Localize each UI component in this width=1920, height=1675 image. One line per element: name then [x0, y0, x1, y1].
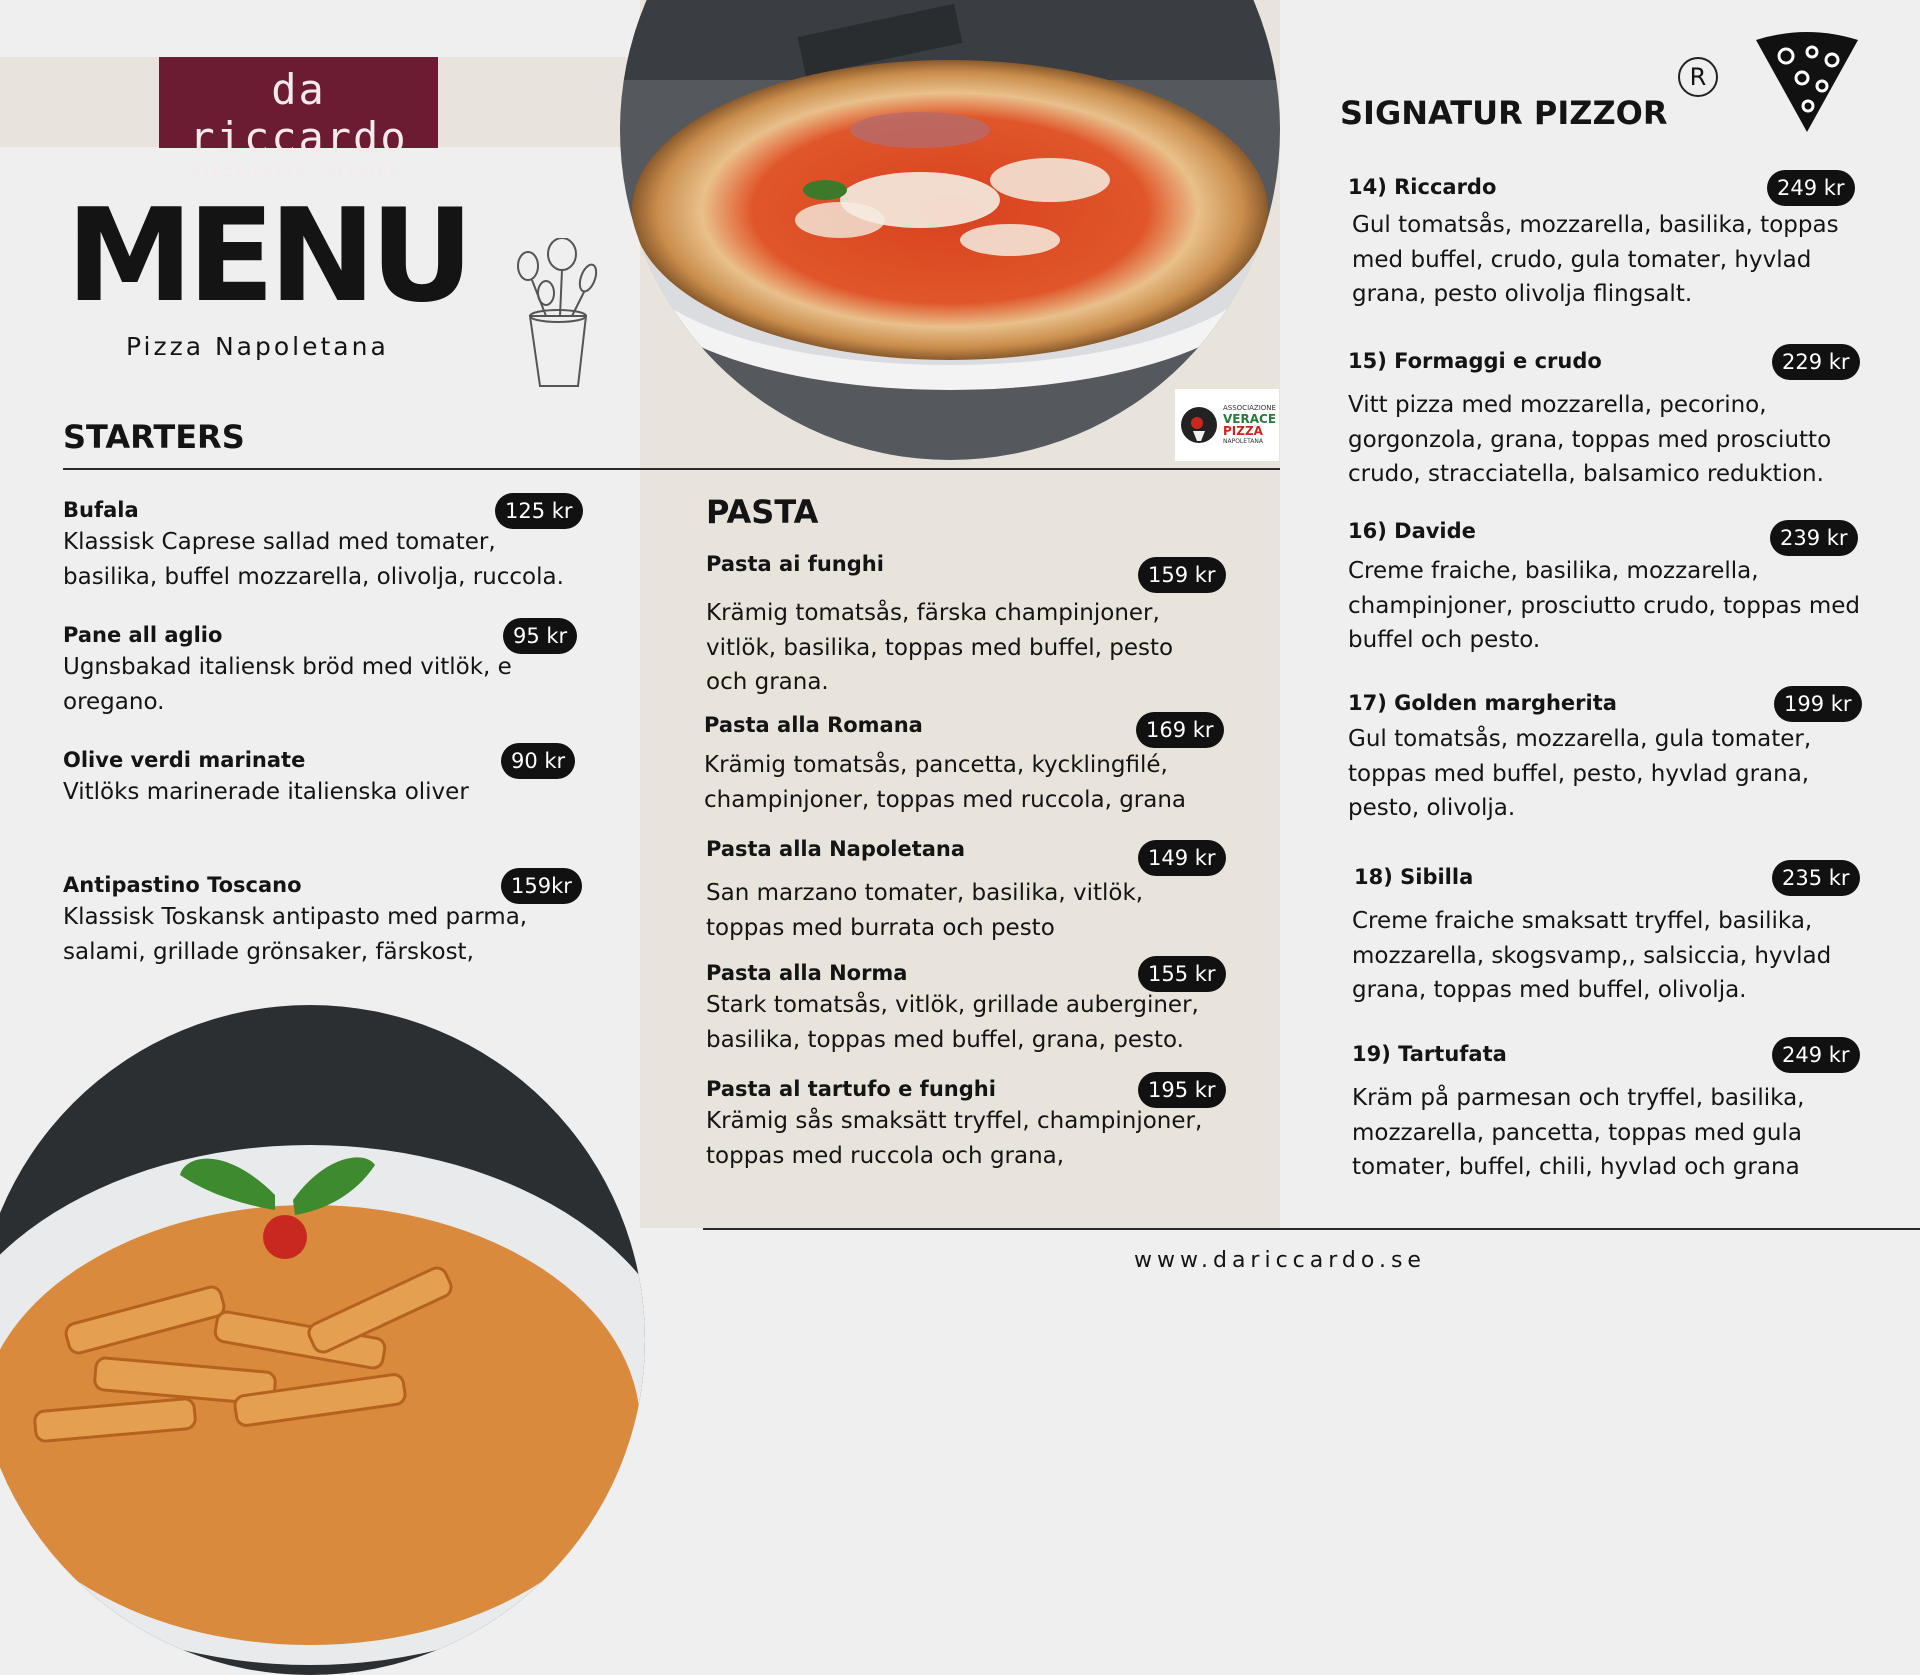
signature-heading: SIGNATUR PIZZOR	[1340, 94, 1668, 132]
item-description: Ugnsbakad italiensk bröd med vitlök, e oregano.	[63, 654, 512, 715]
item-name: 19) Tartufata	[1352, 1042, 1507, 1066]
item-name: Bufala	[63, 498, 139, 522]
avpn-line-1: ASSOCIAZIONE	[1223, 404, 1276, 412]
starters-divider	[63, 468, 1280, 470]
price-badge: 249 kr	[1767, 170, 1855, 206]
avpn-logo	[1175, 389, 1279, 461]
item-name: Olive verdi marinate	[63, 748, 306, 772]
item-description: Gul tomatsås, mozzarella, basilika, toppas med buffel, crudo, gula tomater, hyvlad grana, pesto olivolja flingsalt.	[1352, 212, 1839, 307]
item-name: Pane all aglio	[63, 623, 223, 647]
item-name: Antipastino Toscano	[63, 873, 302, 897]
item-name: Pasta alla Romana	[704, 713, 923, 737]
avpn-line-4: NAPOLETANA	[1223, 438, 1263, 445]
item-description: Kräm på parmesan och tryffel, basilika, mozzarella, pancetta, toppas med gula tomater, buffel, chili, hyvlad och grana	[1352, 1085, 1805, 1180]
price-badge: 199 kr	[1774, 686, 1862, 722]
item-description: Gul tomatsås, mozzarella, gula tomater, toppas med buffel, pesto, hyvlad grana, pesto, olivolja.	[1348, 726, 1812, 821]
item-description: Krämig sås smaksätt tryffel, champinjoner, toppas med ruccola och grana,	[706, 1108, 1203, 1169]
item-name: 15) Formaggi e crudo	[1348, 349, 1602, 373]
pasta-photo	[0, 1005, 645, 1675]
item-description: Creme fraiche, basilika, mozzarella, champinjoner, prosciutto crudo, toppas med buffel och pesto.	[1348, 558, 1860, 653]
menu-subtitle: Pizza Napoletana	[126, 332, 389, 361]
avpn-line-3: PIZZA	[1223, 424, 1263, 438]
registered-mark-icon	[1678, 57, 1718, 97]
item-name: 16) Davide	[1348, 519, 1476, 543]
item-description: Klassisk Toskansk antipasto med parma, salami, grillade grönsaker, färskost,	[63, 904, 528, 965]
item-name: 18) Sibilla	[1354, 865, 1474, 889]
price-badge: 155 kr	[1138, 956, 1226, 992]
pasta-heading: PASTA	[706, 493, 819, 531]
item-description: San marzano tomater, basilika, vitlök, toppas med burrata och pesto	[706, 880, 1144, 941]
price-badge: 149 kr	[1138, 840, 1226, 876]
price-badge: 90 kr	[501, 743, 575, 779]
item-description: Krämig tomatsås, pancetta, kycklingfilé, champinjoner, toppas med ruccola, grana	[704, 752, 1187, 813]
price-badge: 125 kr	[495, 493, 583, 529]
item-name: 17) Golden margherita	[1348, 691, 1617, 715]
price-badge: 169 kr	[1136, 712, 1224, 748]
brand-name: da riccardo	[189, 65, 408, 162]
price-badge: 235 kr	[1772, 860, 1860, 896]
item-name: Pasta ai funghi	[706, 552, 884, 576]
item-description: Stark tomatsås, vitlök, grillade auberginer, basilika, toppas med buffel, grana, pesto.	[706, 992, 1199, 1053]
price-badge: 239 kr	[1770, 520, 1858, 556]
item-name: Pasta alla Norma	[706, 961, 908, 985]
price-badge: 159kr	[501, 868, 582, 904]
kitchen-utensils-icon	[512, 238, 606, 390]
starters-heading: STARTERS	[63, 418, 245, 456]
price-badge: 249 kr	[1772, 1037, 1860, 1073]
avpn-line-2: VERACE	[1223, 412, 1277, 426]
registered-mark-letter: R	[1689, 63, 1707, 91]
item-description: Krämig tomatsås, färska champinjoner, vitlök, basilika, toppas med buffel, pesto och grana.	[706, 600, 1174, 695]
website-url[interactable]: www.dariccardo.se	[1134, 1248, 1426, 1273]
item-description: Klassisk Caprese sallad med tomater, basilika, buffel mozzarella, olivolja, ruccola.	[63, 529, 564, 590]
menu-title: MENU	[66, 182, 468, 331]
item-name: Pasta al tartufo e funghi	[706, 1077, 996, 1101]
item-name: 14) Riccardo	[1348, 175, 1497, 199]
price-badge: 95 kr	[503, 618, 577, 654]
brand-tagline: PIZZA PASTA CATERING	[194, 166, 403, 179]
pizza-slice-icon	[1752, 30, 1862, 134]
item-description: Vitt pizza med mozzarella, pecorino, gorgonzola, grana, toppas med prosciutto crudo, stracciatella, balsamico reduktion.	[1348, 392, 1832, 487]
price-badge: 195 kr	[1138, 1072, 1226, 1108]
footer-divider	[703, 1228, 1920, 1230]
item-name: Pasta alla Napoletana	[706, 837, 966, 861]
brand-logo	[159, 57, 438, 179]
item-description: Creme fraiche smaksatt tryffel, basilika, mozzarella, skogsvamp,, salsiccia, hyvlad grana, toppas med buffel, olivolja.	[1352, 908, 1832, 1003]
item-description: Vitlöks marinerade italienska oliver	[63, 779, 469, 805]
price-badge: 229 kr	[1772, 344, 1860, 380]
price-badge: 159 kr	[1138, 557, 1226, 593]
